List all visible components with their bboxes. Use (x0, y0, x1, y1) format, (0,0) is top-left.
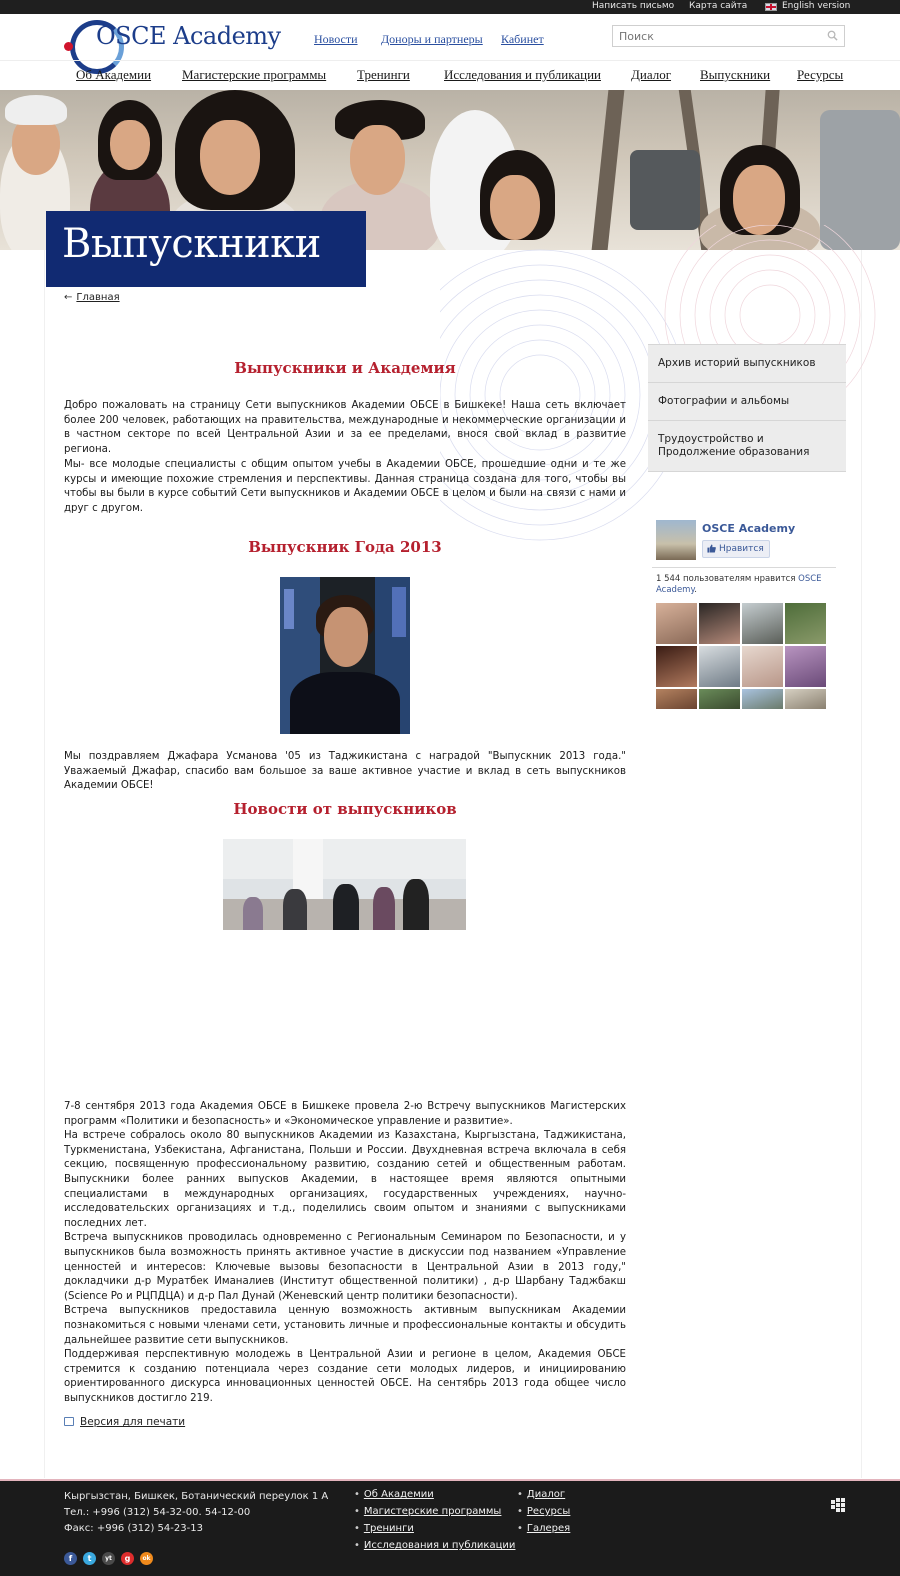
page-title-block (46, 211, 366, 287)
sidebar-item-employment[interactable]: Трудоустройство и Продолжение образования (648, 421, 846, 472)
fb-page-name[interactable]: OSCE Academy (702, 522, 796, 535)
fb-count-text: 1 544 пользователям нравится (656, 574, 799, 584)
facebook-widget (656, 520, 836, 710)
photo-sweater (290, 672, 400, 734)
hero-tree (592, 90, 625, 250)
hero-face (733, 165, 785, 235)
nav-item-about[interactable]: Об Академии (76, 67, 152, 82)
fb-fan-avatar[interactable] (699, 689, 740, 709)
search-box (612, 25, 845, 47)
english-version-link[interactable]: English version (782, 1, 851, 11)
news-paragraph: Встреча выпускников предоставила ценную возможность активным выпускникам Академии познакомиться с новыми членами сети, установить личные и профессиональные контакты и обсудить дальнейшее развитие сети выпускников. (64, 1305, 626, 1346)
hero-cap (5, 95, 67, 125)
sidebar-menu (648, 344, 846, 472)
news-article (64, 1100, 626, 1406)
cabinet-link[interactable]: Кабинет (501, 32, 544, 46)
fb-divider (652, 567, 836, 568)
footer-link-gallery[interactable] (517, 1523, 570, 1534)
footer-link-label: Тренинги (363, 1523, 414, 1534)
sitemap-link[interactable]: Карта сайта (689, 1, 748, 11)
footer-link-label: Диалог (526, 1489, 566, 1500)
odnoklassniki-icon[interactable]: ok (140, 1552, 153, 1565)
news-paragraph: Встреча выпускников проводилась одновременно с Региональным Семинаром по Безопасности, и у выпускников была возможность принять активное участие в дискуссии под названием «Управление ценностей и интересов: Ключевые вызовы безопасности в Центральной Азии в 2013 году," докладчики д-р Муратбек Иманалиев (Институт общественной политики) , д-р Шарбану Таджбакш (Science Po и РЦПДЦА) и д-р Пал Дунай (Женевский центр политики безопасности). (64, 1232, 626, 1302)
twitter-icon[interactable]: t (83, 1552, 96, 1565)
site-logo[interactable]: OSCE Academy (96, 22, 281, 50)
sidebar-item-stories-archive[interactable]: Архив историй выпускников (648, 344, 846, 383)
news-link[interactable]: Новости (314, 32, 358, 46)
hero-face (350, 125, 405, 195)
search-icon[interactable] (827, 30, 838, 41)
site-footer (0, 1481, 900, 1576)
hero-face (200, 120, 260, 195)
donors-link[interactable]: Доноры и партнеры (381, 32, 483, 46)
fb-count-link[interactable]: OSCE Academy (656, 574, 822, 595)
footer-address: Кыргызстан, Бишкек, Ботанический переулок 1 А (64, 1491, 329, 1502)
footer-link-label: Ресурсы (526, 1506, 571, 1517)
search-input[interactable] (613, 26, 813, 46)
fb-fan-avatar[interactable] (742, 646, 783, 687)
photo-book (392, 587, 406, 637)
fb-fan-avatar[interactable] (785, 689, 826, 709)
nav-item-research[interactable]: Исследования и публикации (444, 67, 601, 82)
nav-item-resources[interactable]: Ресурсы (797, 67, 844, 82)
nav-item-masters[interactable]: Магистерские программы (182, 67, 327, 82)
fb-fan-avatar[interactable] (742, 603, 783, 644)
print-version (64, 1416, 185, 1428)
footer-link-label: Об Академии (363, 1489, 434, 1500)
fb-page-thumbnail[interactable] (656, 520, 696, 560)
fb-like-label: Нравится (719, 544, 764, 554)
page-title: Выпускники (62, 221, 321, 267)
hero-car (820, 110, 900, 250)
fb-like-button[interactable] (702, 540, 770, 558)
footer-link-about[interactable] (354, 1489, 434, 1500)
printer-icon (64, 1417, 74, 1426)
photo-face (324, 607, 368, 667)
intro-paragraph-2: Мы- все молодые специалисты с общим опытом учебы в Академии ОБСЕ, прошедшие одни и те же курсы и имеющие похожие стремления и перспективы. Данная страница создана для того, чтобы вы чтобы вы были в курсе событий Сети выпускников и Академии ОБСЕ в целом и были на связи с нами и друг с другом. (64, 459, 626, 514)
footer-link-research[interactable] (354, 1540, 515, 1551)
fb-fan-faces (656, 603, 832, 709)
breadcrumb (64, 292, 120, 303)
fb-fan-avatar[interactable] (699, 646, 740, 687)
main-nav (0, 60, 900, 90)
top-bar (0, 0, 900, 14)
footer-link-trainings[interactable] (354, 1523, 414, 1534)
footer-link-masters[interactable] (354, 1506, 501, 1517)
news-paragraph: На встрече собралось около 80 выпускников Академии из Казахстана, Кыргызстана, Таджикистана, Туркменистана, Узбекистана, Афганистана, Польши и России. Двухдневная встреча включала в себя секцию, посвященную профессиональному развитию, созданию сетей и общественным работам. Выпускники более ранних выпусков Академии, в настоящее время являются опытными специалистами в международных организациях, государственных учреждениях, научно-исследовательских организациях и т.д., поделились своим опытом и знаниями с выпускниками последних лет. (64, 1130, 626, 1229)
fb-fan-avatar[interactable] (656, 689, 697, 709)
photo-person (283, 889, 307, 930)
sidebar-item-photos[interactable]: Фотографии и альбомы (648, 383, 846, 421)
intro-paragraph: Добро пожаловать на страницу Сети выпускников Академии ОБСЕ в Бишкеке! Наша сеть включает более 200 человек, работающих на правительства, международные и некоммерческие организации и в частном секторе по всей Центральной Азии и за ее пределами, внося свой вклад в развитие региона. (64, 400, 626, 455)
section-title-alumni-news: Новости от выпускников (233, 800, 457, 818)
nav-item-dialog[interactable]: Диалог (631, 67, 672, 82)
hero-face (490, 175, 540, 240)
breadcrumb-home-link[interactable]: Главная (76, 292, 120, 303)
fb-fan-avatar[interactable] (656, 646, 697, 687)
print-version-link[interactable]: Версия для печати (80, 1416, 186, 1428)
fb-fan-avatar[interactable] (742, 689, 783, 709)
fb-fan-avatar[interactable] (656, 603, 697, 644)
footer-phone: Тел.: +996 (312) 54-32-00. 54-12-00 (64, 1507, 251, 1518)
news-photo (223, 839, 466, 930)
footer-brand-icon[interactable] (831, 1498, 845, 1512)
fb-fan-avatar[interactable] (785, 646, 826, 687)
nav-item-alumni[interactable]: Выпускники (700, 67, 771, 82)
footer-link-label: Галерея (526, 1523, 571, 1534)
footer-link-label: Исследования и публикации (363, 1540, 516, 1551)
google-plus-icon[interactable]: g (121, 1552, 134, 1565)
hero-face (110, 120, 150, 170)
footer-link-label: Магистерские программы (363, 1506, 502, 1517)
alumnus-photo (280, 577, 410, 734)
footer-fax: Факс: +996 (312) 54-23-13 (64, 1523, 203, 1534)
facebook-icon[interactable]: f (64, 1552, 77, 1565)
section-title-alumni-academy: Выпускники и Академия (234, 359, 456, 377)
news-paragraph: Поддерживая перспективную молодежь в Центральной Азии и регионе в целом, Академия ОБСЕ стремится к созданию потенциала через создание сети молодых лидеров, и инициированию ориентированного дискурса инновационных ценностей ОБСЕ. На сентябрь 2013 года общее число выпускников достигло 219. (64, 1349, 626, 1404)
photo-person (403, 879, 429, 930)
section-title-alumnus-of-year: Выпускник Года 2013 (248, 538, 442, 556)
alumnus-congrats: Мы поздравляем Джафара Усманова '05 из Таджикистана с наградой "Выпускник 2013 года." Уважаемый Джафар, спасибо вам большое за ваше активное участие и вклад в сеть выпускников Академии ОБСЕ! (64, 751, 626, 792)
fb-fan-avatar[interactable] (699, 603, 740, 644)
back-arrow-icon: ← (64, 292, 73, 303)
nav-item-trainings[interactable]: Тренинги (357, 67, 410, 82)
hero-car (630, 150, 700, 230)
logo-dot-icon (64, 42, 73, 51)
footer-link-resources[interactable] (517, 1506, 570, 1517)
news-paragraph: 7-8 сентября 2013 года Академия ОБСЕ в Бишкеке провела 2-ю Встречу выпускников Магистерских программ «Политики и безопасность» и «Экономическое управление и развитие». (64, 1101, 626, 1127)
fb-fan-avatar[interactable] (785, 603, 826, 644)
photo-book (284, 589, 294, 629)
photo-person (243, 897, 263, 930)
footer-link-dialog[interactable] (517, 1489, 565, 1500)
photo-person (333, 884, 359, 930)
thumbs-up-icon (707, 544, 716, 553)
fb-count-suffix: . (694, 585, 697, 595)
uk-flag-icon (765, 3, 777, 11)
fb-likes-count (656, 574, 826, 596)
site-header (0, 14, 900, 90)
photo-person (373, 887, 395, 930)
youtube-icon[interactable]: yt (102, 1552, 115, 1565)
photo-wall (223, 839, 466, 879)
write-letter-link[interactable]: Написать письмо (592, 1, 675, 11)
